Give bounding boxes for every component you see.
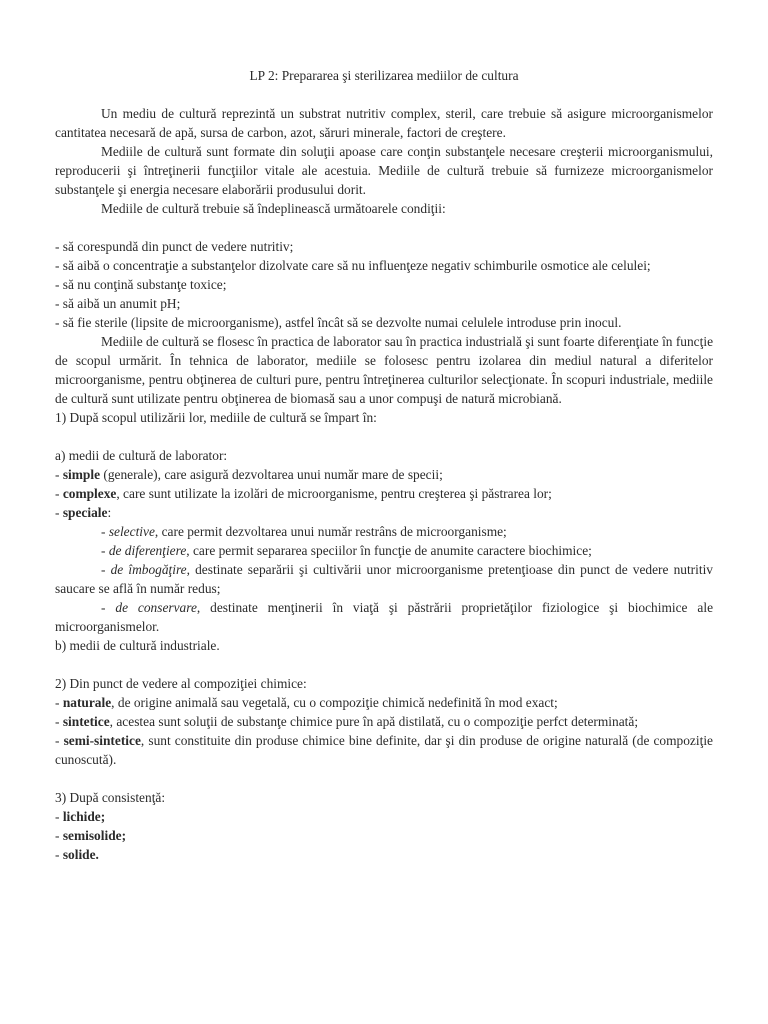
term-speciale: speciale xyxy=(62,505,108,520)
page-title: LP 2: Prepararea şi sterilizarea mediilor de cultura xyxy=(249,68,519,83)
list-item-sintetice: - sintetice, acestea sunt soluţii de substanţe chimice pure în apă distilată, cu o compoziţie perfct determinată; xyxy=(55,714,639,729)
list-item-simple: - simple (generale), care asigură dezvoltarea unui număr mare de specii; xyxy=(55,467,443,482)
term-simple: simple xyxy=(62,467,101,482)
section-2-heading: 2) Din punct de vedere al compoziţiei chimice: xyxy=(55,676,307,691)
condition-item: - să aibă un anumit pH; xyxy=(55,296,181,311)
condition-item: - să aibă o concentraţie a substanţelor dizolvate care să nu influenţeze negativ schimburile osmotice ale celulei; xyxy=(55,258,651,273)
section-1-heading: 1) După scopul utilizării lor, mediile de cultură se împart în: xyxy=(55,410,377,425)
term-conservare: de conservare xyxy=(115,600,197,615)
list-item-semi-sintetice: - semi-sintetice, sunt constituite din produse chimice bine definite, dar şi din produse de origine naturală (de compoziţie cunoscută). xyxy=(55,733,713,767)
term-diferentiere: de diferenţiere xyxy=(108,543,187,558)
lab-media-heading: a) medii de cultură de laborator: xyxy=(55,448,228,463)
term-sintetice: sintetice xyxy=(62,714,110,729)
list-item-naturale: - naturale, de origine animală sau vegetală, cu o compoziţie chimică nedefinită în mod exact; xyxy=(55,695,558,710)
list-item-lichide: - lichide; xyxy=(55,809,106,824)
term-complexe: complexe xyxy=(62,486,117,501)
list-item-diferentiere: - de diferenţiere, care permit separarea speciilor în funcţie de anumite caractere biochimice; xyxy=(101,543,592,558)
list-item-speciale: - speciale: xyxy=(55,505,112,520)
list-item-complexe: - complexe, care sunt utilizate la izolări de microorganisme, pentru creşterea şi păstrarea lor; xyxy=(55,486,552,501)
intro-paragraph-2: Mediile de cultură sunt formate din soluţii apoase care conţin substanţele necesare creşterii microorganismului, reproducerii şi întreţinerii funcţiilor vitale ale acestuia. Mediile de cultură trebuie să furnizeze microorganismelor substanţele şi energia necesare elaborării produsului dorit. xyxy=(55,144,713,197)
list-item-semisolide: - semisolide; xyxy=(55,828,127,843)
term-selective: selective xyxy=(108,524,155,539)
term-semisolide: semisolide; xyxy=(62,828,127,843)
intro-paragraph-1: Un mediu de cultură reprezintă un substrat nutritiv complex, steril, care trebuie să asigure microorganismelor cantitatea necesară de apă, sursa de carbon, azot, săruri minerale, factori de creştere. xyxy=(55,106,713,140)
term-imbogatire: de îmbogăţire xyxy=(110,562,187,577)
section-3-heading: 3) După consistenţă: xyxy=(55,790,166,805)
list-item-conservare: - de conservare, destinate menţinerii în viaţă şi păstrării proprietăţilor fiziologice şi biochimice ale microorganismelor. xyxy=(55,600,714,634)
list-item-solide: - solide. xyxy=(55,847,99,862)
condition-item: - să fie sterile (lipsite de microorganisme), astfel încât să se dezvolte numai celulele introduse prin inocul. xyxy=(55,315,622,330)
condition-item: - să corespundă din punct de vedere nutritiv; xyxy=(55,239,294,254)
list-item-selective: - selective, care permit dezvoltarea unui număr restrâns de microorganisme; xyxy=(101,524,507,539)
list-item-imbogatire: - de îmbogăţire, destinate separării şi cultivării unor microorganisme pretenţioase din punct de vedere nutritiv saucare se află în număr redus; xyxy=(55,562,713,596)
term-solide: solide. xyxy=(62,847,99,862)
term-semi-sintetice: semi-sintetice xyxy=(63,733,141,748)
term-lichide: lichide; xyxy=(62,809,106,824)
intro-paragraph-3: Mediile de cultură trebuie să îndeplinească următoarele condiţii: xyxy=(101,201,446,216)
term-naturale: naturale xyxy=(62,695,112,710)
condition-item: - să nu conţină substanţe toxice; xyxy=(55,277,227,292)
industrial-media-heading: b) medii de cultură industriale. xyxy=(55,638,220,653)
usage-paragraph: Mediile de cultură se flosesc în practica de laborator sau în practica industrială şi sunt foarte diferenţiate în funcţie de scopul urmărit. În tehnica de laborator, mediile se folosesc pentru izolarea din mediul natural a diferitelor microorganisme, pentru obţinerea de culturi pure, pentru întreţinerea culturilor selecţionate. În scopuri industriale, mediile de cultură sunt utilizate pentru obţinerea de biomasă sau a unor compuşi de natură microbiană. xyxy=(55,334,714,406)
